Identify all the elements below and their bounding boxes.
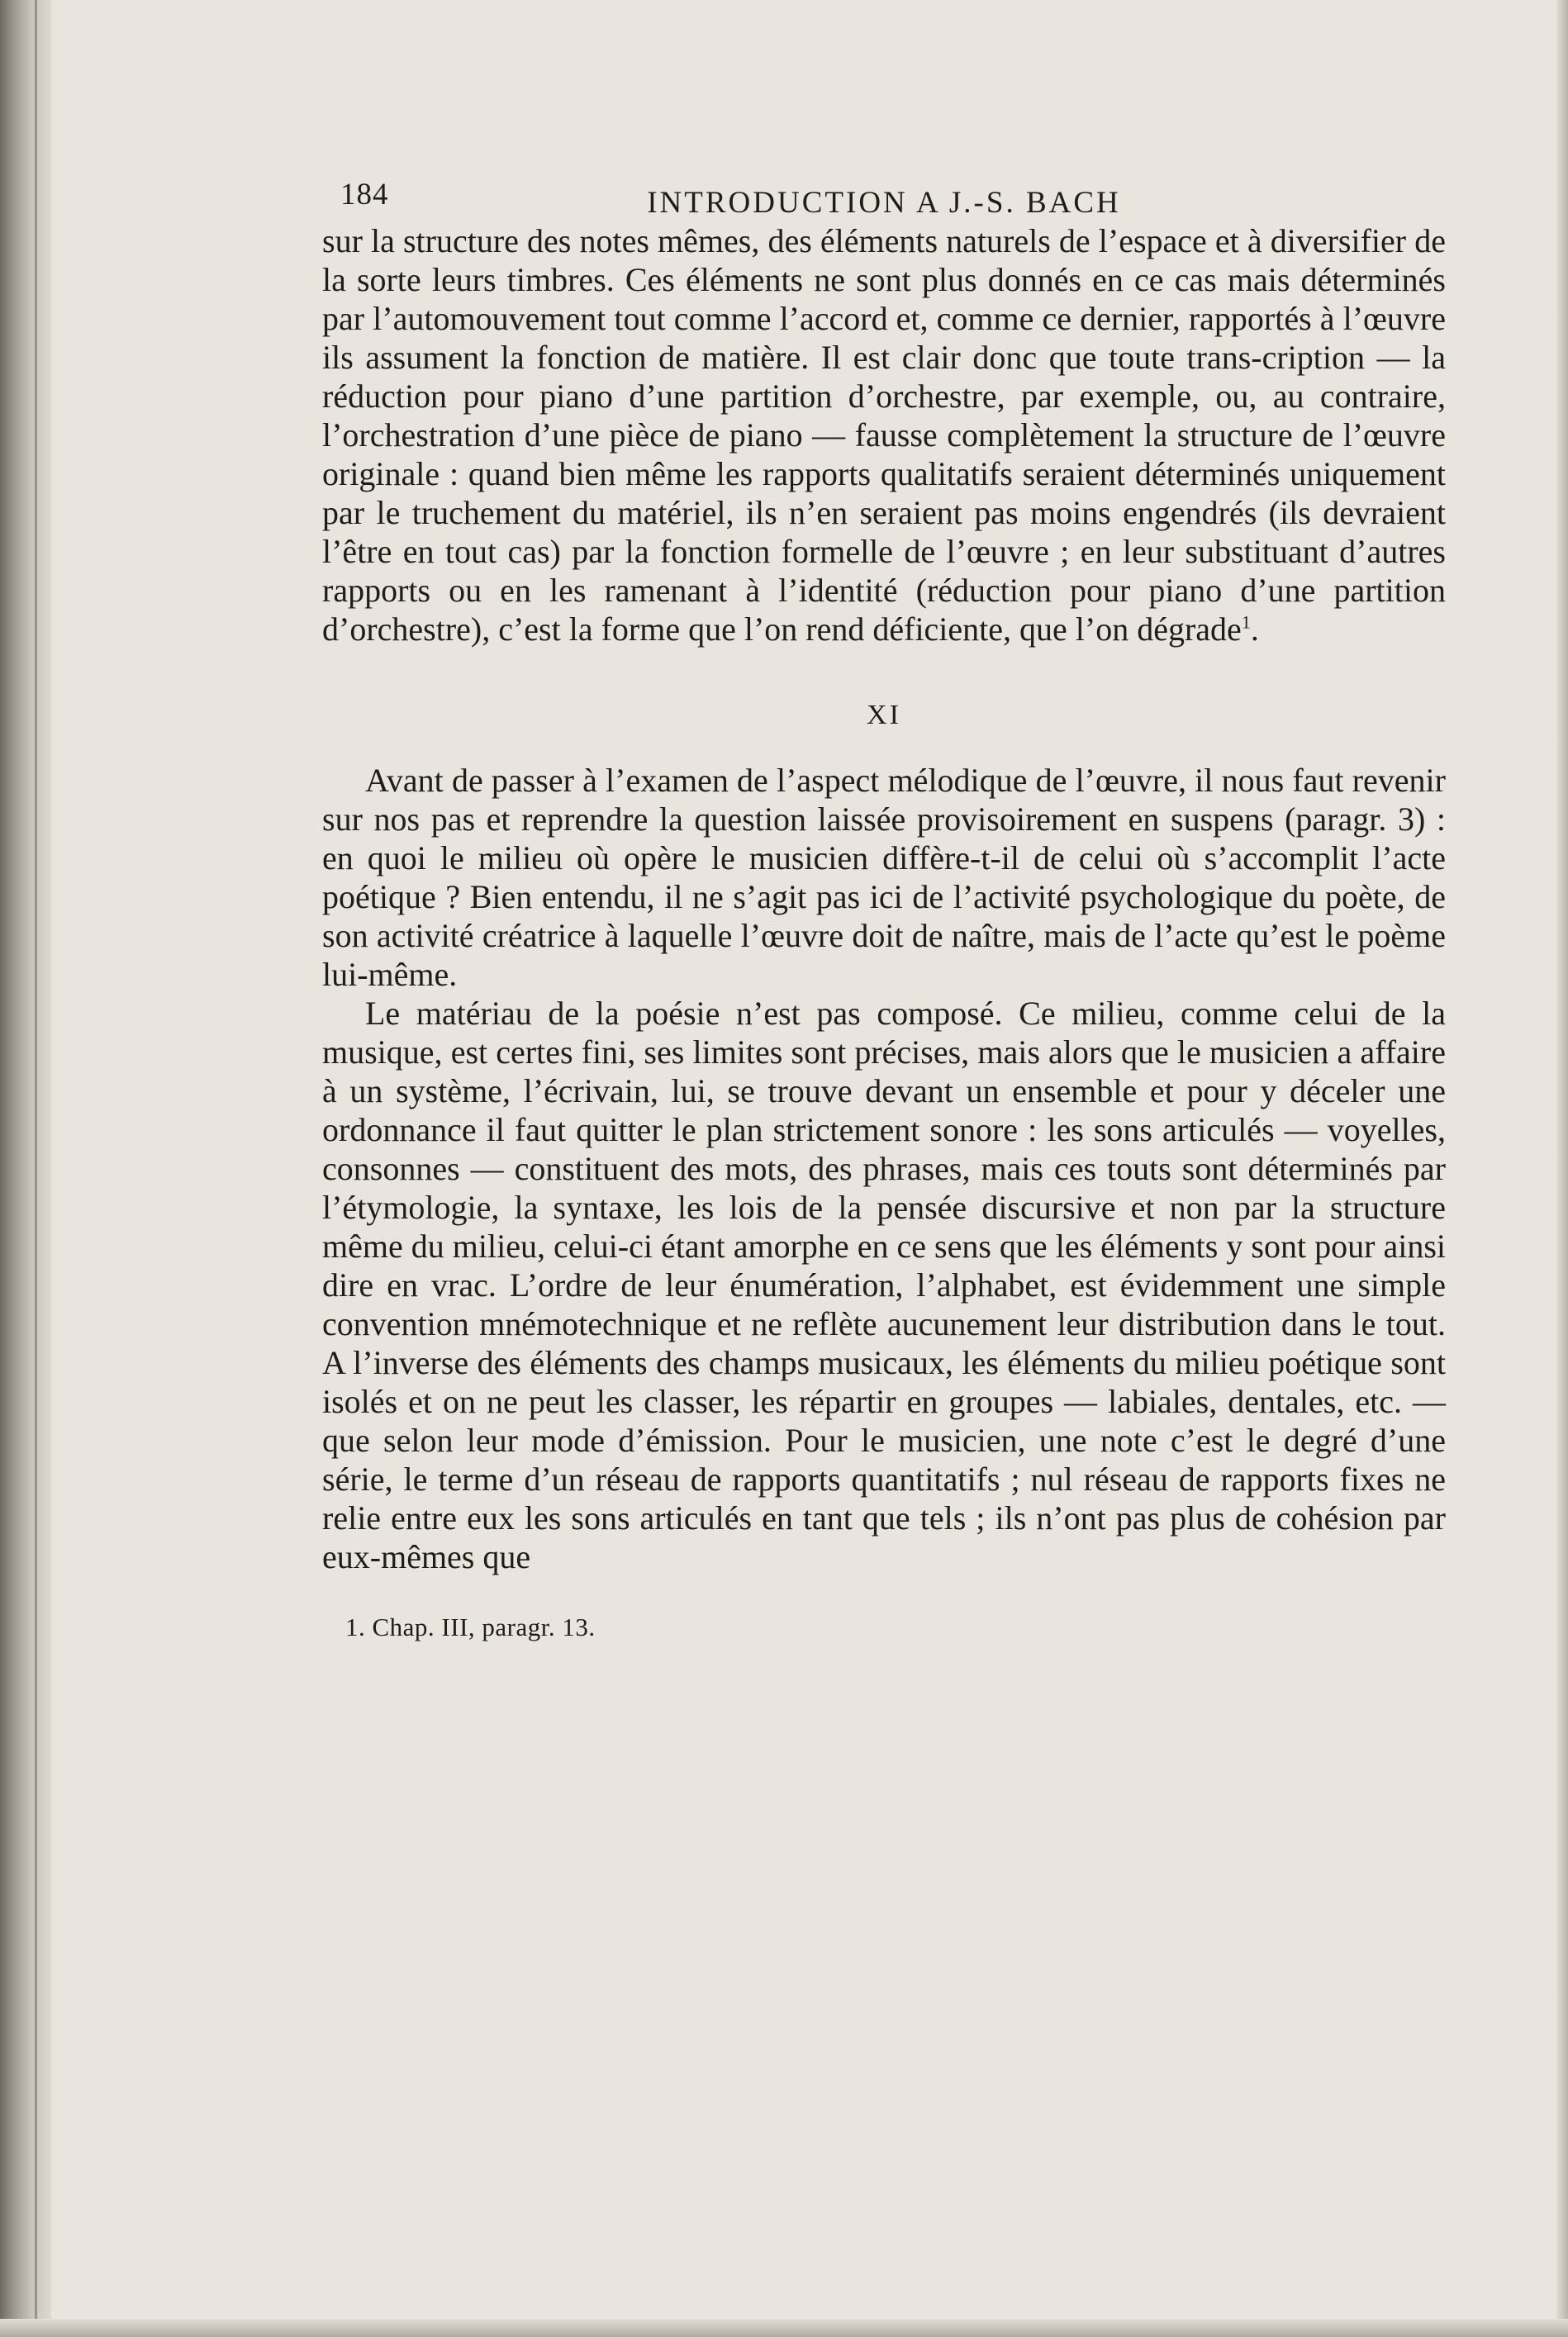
paragraph-continued: [322, 221, 1446, 648]
page-number: 184: [340, 178, 389, 211]
footnote: [345, 1613, 1446, 1642]
running-head: [322, 172, 1446, 221]
paragraph: Le matériau de la poésie n’est pas composé. Ce milieu, comme celui de la musique, est certes fini, ses limites sont précises, mais alors que le musicien a affaire à un système, l’écrivain, lui, se trouve devant un ensemble et pour y déceler une ordonnance il faut quitter le plan strictement sonore : les sons articulés — voyelles, consonnes — constituent des mots, des phrases, mais ces touts sont déterminés par l’étymologie, la syntaxe, les lois de la pensée discursive et non par la structure même du milieu, celui-ci étant amorphe en ce sens que les éléments y sont pour ainsi dire en vrac. L’ordre de leur énumération, l’alphabet, est évidemment une simple convention mnémotechnique et ne reflète aucunement leur distribution dans le tout. A l’inverse des éléments des champs musicaux, les éléments du milieu poétique sont isolés et on ne peut les classer, les répartir en groupes — labiales, dentales, etc. — que selon leur mode d’émission. Pour le musicien, une note c’est le degré d’une série, le terme d’un réseau de rapports quantitatifs ; nul réseau de rapports fixes ne relie entre eux les sons articulés en tant que tels ; ils n’ont pas plus de cohésion par eux-mêmes que: [322, 995, 1446, 1575]
page-right-edge: [1556, 0, 1568, 2337]
section-heading: XI: [867, 700, 901, 730]
paragraph: Avant de passer à l’examen de l’aspect mélodique de l’œuvre, il nous faut revenir sur nos pas et reprendre la question laissée provisoirement en suspens (paragr. 3) : en quoi le milieu où opère le musicien diffère-t-il de celui où s’accomplit l’acte poétique ? Bien entendu, il ne s’agit pas ici de l’activité psychologique du poète, de son activité créatrice à laquelle l’œuvre doit de naître, mais de l’acte qu’est le poème lui-même.: [322, 762, 1446, 993]
running-title: INTRODUCTION A J.-S. BACH: [647, 186, 1121, 220]
footnote-reference: 1: [1241, 611, 1251, 633]
page-bottom-edge: [0, 2319, 1568, 2337]
book-gutter: [0, 0, 51, 2337]
footnote-number: 1.: [345, 1613, 366, 1641]
footnote-text: Chap. III, paragr. 13.: [372, 1613, 596, 1641]
paragraph-text: sur la structure des notes mêmes, des éléments naturels de l’espace et à diversifier de la sorte leurs timbres. Ces éléments ne sont plus donnés en ce cas mais déterminés par l’automouvement tout comme l’accord et, comme ce dernier, rapportés à l’œuvre ils assument la fonction de matière. Il est clair donc que toute trans-cription — la réduction pour piano d’une partition d’orchestre, par exemple, ou, au contraire, l’orchestration d’une pièce de piano — fausse complètement la structure de l’œuvre originale : quand bien même les rapports qualitatifs seraient déterminés uniquement par le truchement du matériel, ils n’en seraient pas moins engendrés (ils devraient l’être en tout cas) par la fonction formelle de l’œuvre ; en leur substituant d’autres rapports ou en les ramenant à l’identité (réduction pour piano d’une partition d’orchestre), c’est la forme que l’on rend déficiente, que l’on dégrade: [322, 222, 1446, 648]
paragraph-end-punctuation: .: [1250, 610, 1259, 648]
gutter-fold-line: [35, 0, 37, 2337]
text-block: [322, 172, 1446, 1642]
